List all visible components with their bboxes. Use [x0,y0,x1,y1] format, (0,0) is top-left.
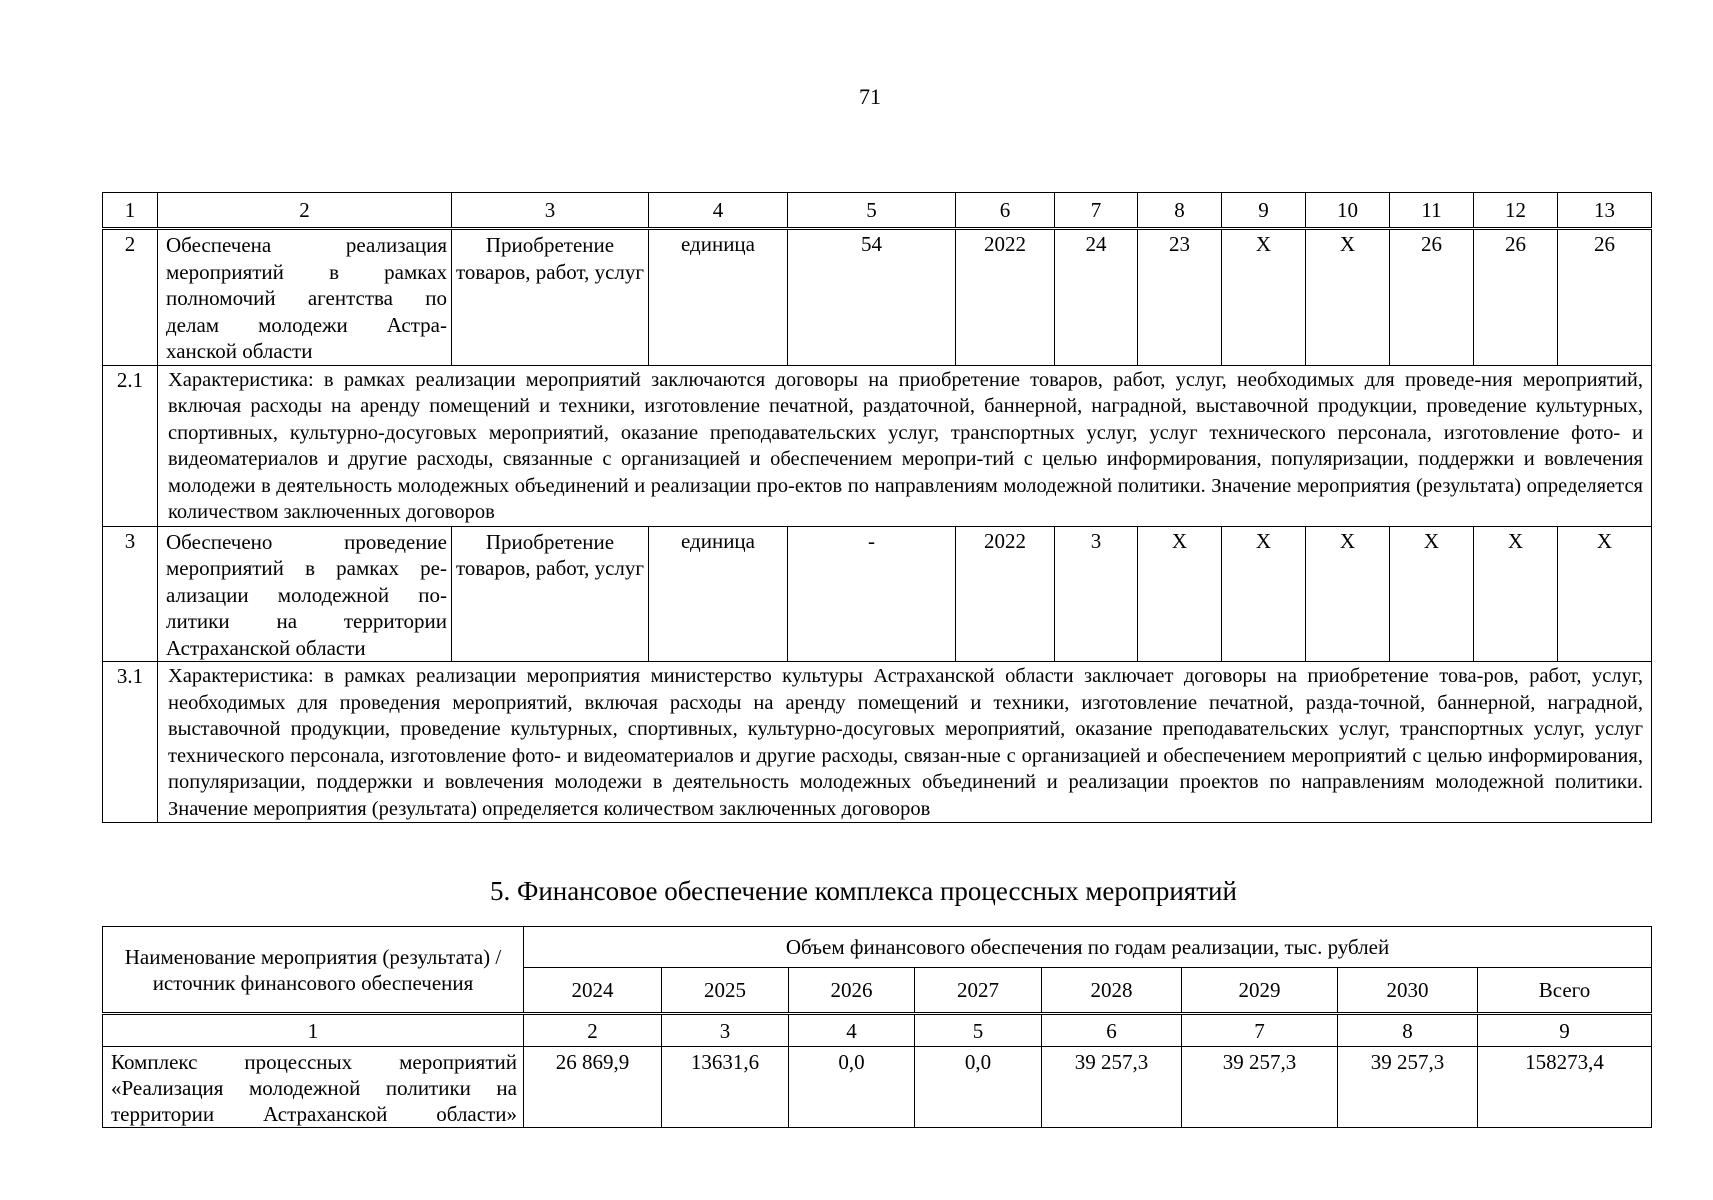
year-value: 23 [1138,229,1222,366]
row-number: 3 [103,526,158,662]
column-number: 3 [662,1014,789,1047]
measure-name: Обеспечено проведение мероприятий в рамках ре-ализации молодежной по-литики на территории Астраханской области [158,526,452,662]
program-name: Комплекс процессных мероприятий «Реализация молодежной политики на территории Астраханской области» [103,1047,524,1128]
column-number: 10 [1306,193,1390,229]
page-number: 71 [859,84,881,109]
column-number: 3 [452,193,649,229]
total-header: Всего [1478,968,1652,1014]
column-number: 5 [788,193,956,229]
measure-description: Характеристика: в рамках реализации мероприятия министерство культуры Астраханской области заключает договоры на приобретение това-ров, работ, услуг, необходимых для проведения мероприятий, включая расходы на аренду помещений и техники, изготовление печатной, разда-точной, баннерной, наградной, выставочной продукции, проведение культурных, спортивных, культурно-досуговых мероприятий, оказание преподавательских услуг, транспортных услуг, услуг технического персонала, изготовление фото- и видеоматериалов и другие расходы, связан-ные с организацией и обеспечением мероприятий с целью информирования, популяризации, поддержки и вовлечения молодежи в деятельность молодежных объединений и реализации проектов по направлениям молодежной политики. Значение мероприятия (результата) определяется количеством заключенных договоров [158,662,1652,823]
year-header: 2025 [662,968,789,1014]
year-value: 24 [1055,229,1138,366]
column-number: 9 [1222,193,1306,229]
procurement-type: Приобретение товаров, работ, услуг [452,526,649,662]
year-header: 2026 [789,968,915,1014]
financing-table [102,926,1652,1128]
year-value: X [1390,526,1474,662]
amount-cell: 39 257,3 [1182,1047,1338,1128]
amount-cell: 39 257,3 [1042,1047,1182,1128]
base-year: 2022 [956,229,1055,366]
column-number-row [103,193,1652,229]
column-number: 4 [789,1014,915,1047]
year-header: 2029 [1182,968,1338,1014]
year-value: X [1138,526,1222,662]
column-number-row [103,1014,1652,1047]
column-number: 2 [158,193,452,229]
column-number: 12 [1474,193,1558,229]
table-row [103,229,1652,366]
column-number: 5 [915,1014,1042,1047]
year-header: 2024 [524,968,662,1014]
row-number: 2.1 [103,365,158,526]
amount-cell: 39 257,3 [1338,1047,1478,1128]
year-value: X [1306,526,1390,662]
column-number: 2 [524,1014,662,1047]
section-title: 5. Финансовое обеспечение комплекса процессных мероприятий [490,876,1237,906]
row-number: 2 [103,229,158,366]
year-header: 2027 [915,968,1042,1014]
base-value: - [788,526,956,662]
year-value: 26 [1558,229,1652,366]
description-row [103,365,1652,526]
amount-cell: 0,0 [915,1047,1042,1128]
column-number: 11 [1390,193,1474,229]
unit-of-measure: единица [649,526,788,662]
year-header: 2028 [1042,968,1182,1014]
measure-description: Характеристика: в рамках реализации мероприятий заключаются договоры на приобретение товаров, работ, услуг, необходимых для проведе-ния мероприятий, включая расходы на аренду помещений и техники, изготовление печатной, раздаточной, баннерной, наградной, выставочной продукции, проведение культурных, спортивных, культурно-досуговых мероприятий, оказание преподавательских услуг, транспортных услуг, услуг технического персонала, изготовление фото- и видеоматериалов и другие расходы, связанные с организацией и обеспечением меропри-тий с целью информирования, популяризации, поддержки и вовлечения молодежи в деятельность молодежных объединений и реализации про-ектов по направлениям молодежной политики. Значение мероприятия (результата) определяется количеством заключенных договоров [158,365,1652,526]
column-number: 7 [1182,1014,1338,1047]
year-value: X [1474,526,1558,662]
amount-cell: 26 869,9 [524,1047,662,1128]
column-number: 1 [103,1014,524,1047]
column-number: 7 [1055,193,1138,229]
year-value: X [1306,229,1390,366]
indicators-table [102,192,1652,823]
total-amount-cell: 158273,4 [1478,1047,1652,1128]
year-value: 3 [1055,526,1138,662]
description-row [103,662,1652,823]
table-row [103,526,1652,662]
column-number: 8 [1338,1014,1478,1047]
year-value: 26 [1390,229,1474,366]
year-header: 2030 [1338,968,1478,1014]
procurement-type: Приобретение товаров, работ, услуг [452,229,649,366]
unit-of-measure: единица [649,229,788,366]
column-number: 9 [1478,1014,1652,1047]
year-value: 26 [1474,229,1558,366]
column-number: 8 [1138,193,1222,229]
row-number: 3.1 [103,662,158,823]
year-value: X [1558,526,1652,662]
column-number: 4 [649,193,788,229]
name-column-header: Наименование мероприятия (результата) / источник финансового обеспечения [103,927,524,1014]
volume-header: Объем финансового обеспечения по годам реализации, тыс. рублей [524,927,1652,968]
base-year: 2022 [956,526,1055,662]
base-value: 54 [788,229,956,366]
column-number: 1 [103,193,158,229]
column-number: 6 [1042,1014,1182,1047]
year-value: X [1222,526,1306,662]
amount-cell: 0,0 [789,1047,915,1128]
measure-name: Обеспечена реализация мероприятий в рамках полномочий агентства по делам молодежи Астра-ханской области [158,229,452,366]
table-row [103,1047,1652,1128]
year-value: X [1222,229,1306,366]
amount-cell: 13631,6 [662,1047,789,1128]
column-number: 13 [1558,193,1652,229]
column-number: 6 [956,193,1055,229]
